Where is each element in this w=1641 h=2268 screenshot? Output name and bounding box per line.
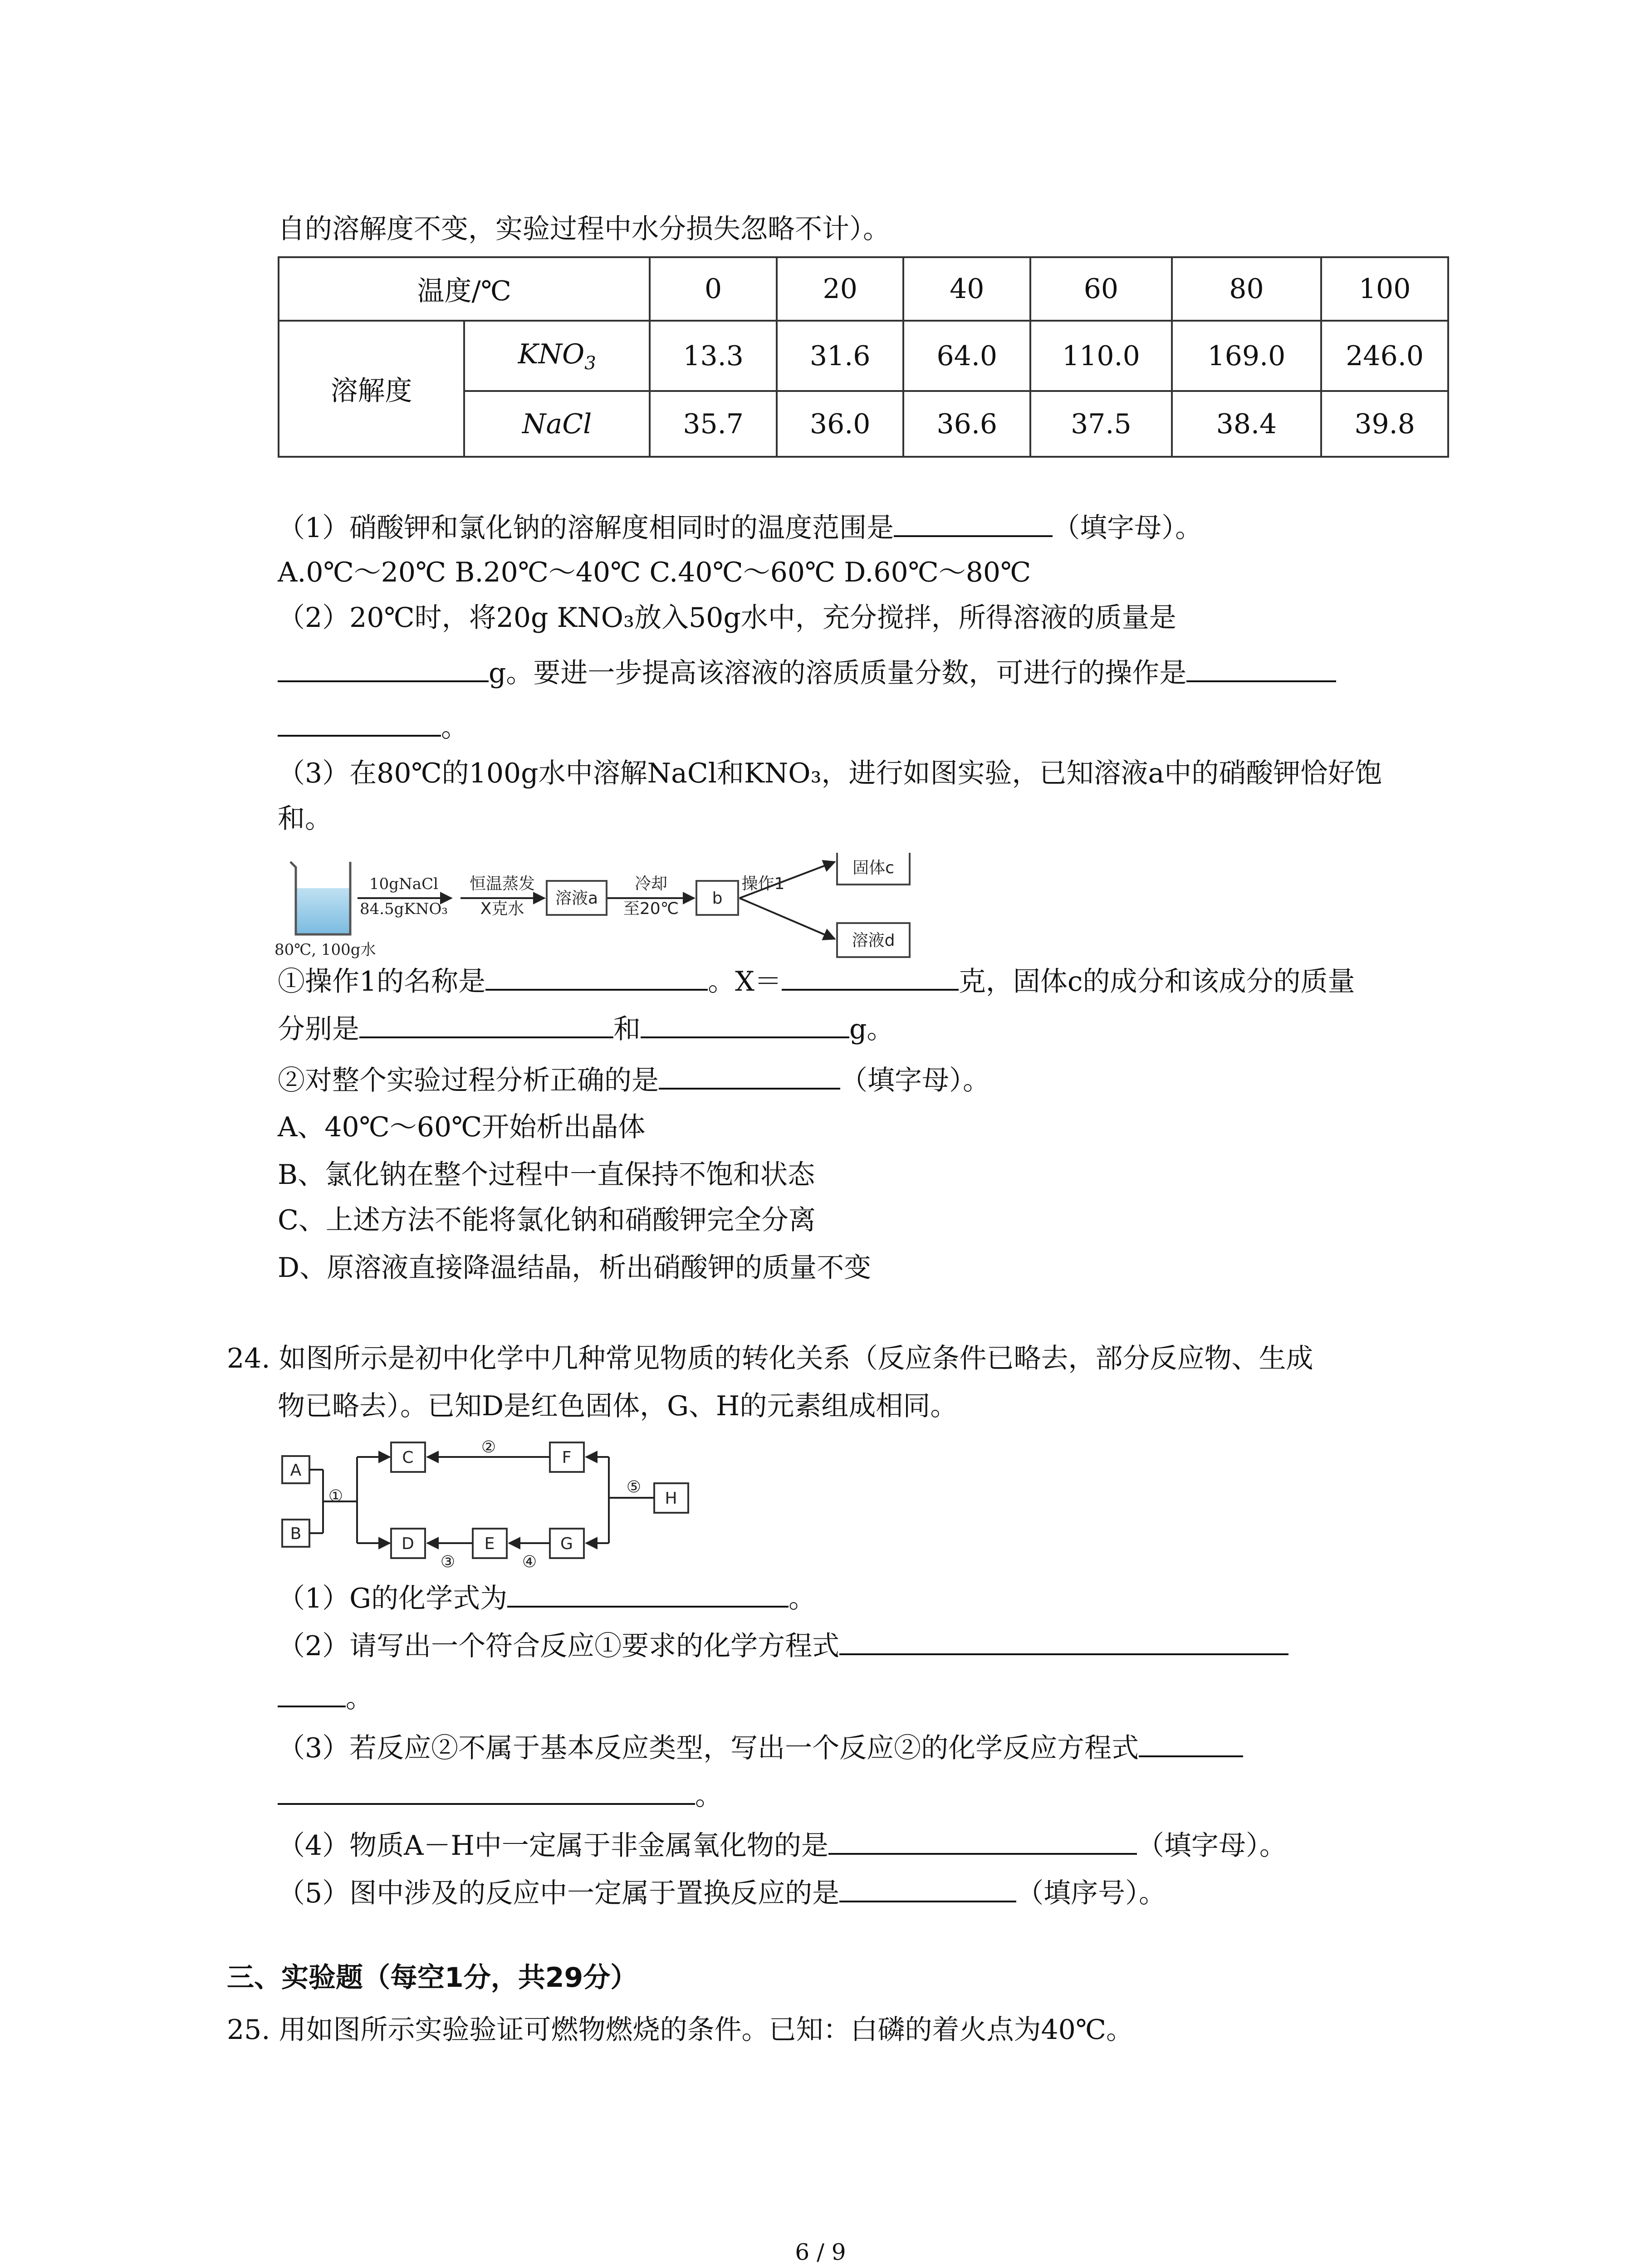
cool-label-bottom: 至20℃	[623, 899, 679, 918]
answer-blank[interactable]	[278, 653, 489, 682]
q23-part3-line1: （3）在80℃的100g水中溶解NaCl和KNO₃，进行如图实验，已知溶液a中的硝酸钾恰好饱	[278, 758, 1382, 789]
kno3-value: 31.6	[777, 321, 904, 391]
q24-part5: （5）图中涉及的反应中一定属于置换反应的是 （填序号）。	[278, 1873, 1166, 1911]
answer-blank[interactable]	[1186, 653, 1336, 682]
answer-blank[interactable]	[894, 508, 1053, 537]
answer-blank[interactable]	[659, 1061, 840, 1090]
q24-part3: （3）若反应②不属于基本反应类型，写出一个反应②的化学反应方程式	[278, 1728, 1243, 1766]
answer-blank[interactable]	[839, 1873, 1016, 1902]
page-number: 6 / 9	[795, 2239, 846, 2265]
nacl-label: NaCl	[464, 391, 650, 457]
nacl-value: 37.5	[1030, 391, 1172, 457]
q23-part1-options: A.0℃～20℃ B.20℃～40℃ C.40℃～60℃ D.60℃～80℃	[278, 557, 1031, 588]
experiment-flow-diagram	[272, 853, 1007, 962]
option-a: A、40℃～60℃开始析出晶体	[278, 1111, 646, 1143]
answer-blank[interactable]	[485, 962, 708, 991]
answer-blank[interactable]	[641, 1009, 849, 1038]
option-d: D、原溶液直接降温结晶，析出硝酸钾的质量不变	[278, 1252, 872, 1284]
label-h: H	[665, 1489, 677, 1508]
option-b: B、氯化钠在整个过程中一直保持不饱和状态	[278, 1159, 815, 1191]
option-c: C、上述方法不能将氯化钠和硝酸钾完全分离	[278, 1204, 816, 1236]
nacl-value: 38.4	[1172, 391, 1322, 457]
kno3-value: 110.0	[1030, 321, 1172, 391]
q24-part2: （2）请写出一个符合反应①要求的化学方程式	[278, 1626, 1288, 1664]
temp-cell: 20	[777, 257, 904, 321]
conversion-diagram	[278, 1438, 713, 1569]
answer-blank[interactable]	[828, 1826, 1137, 1855]
answer-blank[interactable]	[839, 1626, 1288, 1655]
q23-part3-line2: 和。	[278, 803, 332, 835]
add-label-top: 10gNaCl	[369, 875, 438, 893]
evap-label-top: 恒温蒸发	[469, 875, 535, 893]
answer-blank[interactable]	[278, 1678, 346, 1707]
solution-d-label: 溶液d	[852, 931, 895, 950]
reaction-2-label: ②	[481, 1438, 496, 1457]
solid-c-label: 固体c	[852, 859, 894, 877]
reaction-3-label: ③	[440, 1553, 456, 1569]
solubility-label: 溶解度	[279, 321, 464, 457]
answer-blank[interactable]	[278, 708, 441, 737]
label-g: G	[560, 1535, 573, 1553]
q25-stem: 25. 用如图所示实验验证可燃物燃烧的条件。已知：白磷的着火点为40℃。	[227, 2014, 1133, 2046]
label-b: B	[290, 1525, 302, 1543]
label-e: E	[484, 1535, 495, 1553]
kno3-value: 13.3	[650, 321, 777, 391]
q24-part2-line2: 。	[278, 1678, 373, 1716]
temp-cell: 0	[650, 257, 777, 321]
nacl-value: 39.8	[1321, 391, 1448, 457]
reaction-5-label: ⑤	[626, 1478, 642, 1496]
temp-cell: 80	[1172, 257, 1322, 321]
q23-part1: （1）硝酸钾和氯化钠的溶解度相同时的温度范围是 （填字母）。	[278, 508, 1202, 546]
nacl-value: 36.0	[777, 391, 904, 457]
q24-stem-line1: 24. 如图所示是初中化学中几种常见物质的转化关系（反应条件已略去，部分反应物、生成	[227, 1343, 1313, 1374]
evap-label-bottom: X克水	[480, 899, 524, 918]
answer-blank[interactable]	[507, 1579, 789, 1608]
q24-part3-line2: 。	[278, 1776, 722, 1814]
kno3-value: 64.0	[903, 321, 1030, 391]
intro-line: 自的溶解度不变，实验过程中水分损失忽略不计）。	[278, 213, 890, 245]
answer-blank[interactable]	[359, 1009, 613, 1038]
temp-cell: 60	[1030, 257, 1172, 321]
reaction-1-label: ①	[328, 1487, 343, 1505]
q23-sub1-line2: 分别是 和 g。	[278, 1009, 894, 1047]
q24-stem-line2: 物已略去）。已知D是红色固体，G、H的元素组成相同。	[278, 1390, 958, 1422]
cool-label-top: 冷却	[634, 875, 668, 893]
answer-blank[interactable]	[278, 1776, 695, 1805]
beaker-label: 80℃, 100g水	[274, 941, 376, 959]
q23-part2-line2: g。要进一步提高该溶液的溶质质量分数，可进行的操作是	[278, 653, 1336, 691]
label-d: D	[402, 1535, 414, 1553]
split-arrow-bottom	[740, 898, 835, 939]
reaction-4-label: ④	[522, 1553, 537, 1569]
q23-sub2: ②对整个实验过程分析正确的是 （填字母）。	[278, 1061, 990, 1099]
solubility-table	[278, 256, 1449, 458]
answer-blank[interactable]	[1139, 1728, 1243, 1757]
b-label: b	[712, 889, 723, 908]
answer-blank[interactable]	[782, 962, 959, 991]
beaker-icon	[290, 862, 350, 934]
nacl-value: 35.7	[650, 391, 777, 457]
q23-part2-line3: 。	[278, 708, 468, 746]
q23-sub1-line1: ①操作1的名称是 。X＝ 克，固体c的成分和该成分的质量	[278, 962, 1355, 1000]
label-c: C	[402, 1448, 414, 1467]
q24-part1: （1）G的化学式为 。	[278, 1579, 816, 1617]
q23-part2: （2）20℃时，将20g KNO₃放入50g水中，充分搅拌，所得溶液的质量是	[278, 602, 1176, 634]
kno3-label: $KNO_3$	[464, 321, 650, 391]
add-label-bottom: 84.5gKNO₃	[359, 900, 448, 918]
operation-1-label: 操作1	[741, 875, 785, 893]
q24-part4: （4）物质A－H中一定属于非金属氧化物的是 （填字母）。	[278, 1826, 1287, 1864]
solution-a-label: 溶液a	[555, 889, 598, 908]
section3-title: 三、实验题（每空1分，共29分）	[227, 1962, 638, 1994]
kno3-value: 246.0	[1321, 321, 1448, 391]
temp-cell: 100	[1321, 257, 1448, 321]
temp-cell: 40	[903, 257, 1030, 321]
label-f: F	[562, 1448, 572, 1467]
nacl-value: 36.6	[903, 391, 1030, 457]
kno3-value: 169.0	[1172, 321, 1322, 391]
temp-header: 温度/℃	[279, 257, 650, 321]
label-a: A	[290, 1461, 302, 1480]
